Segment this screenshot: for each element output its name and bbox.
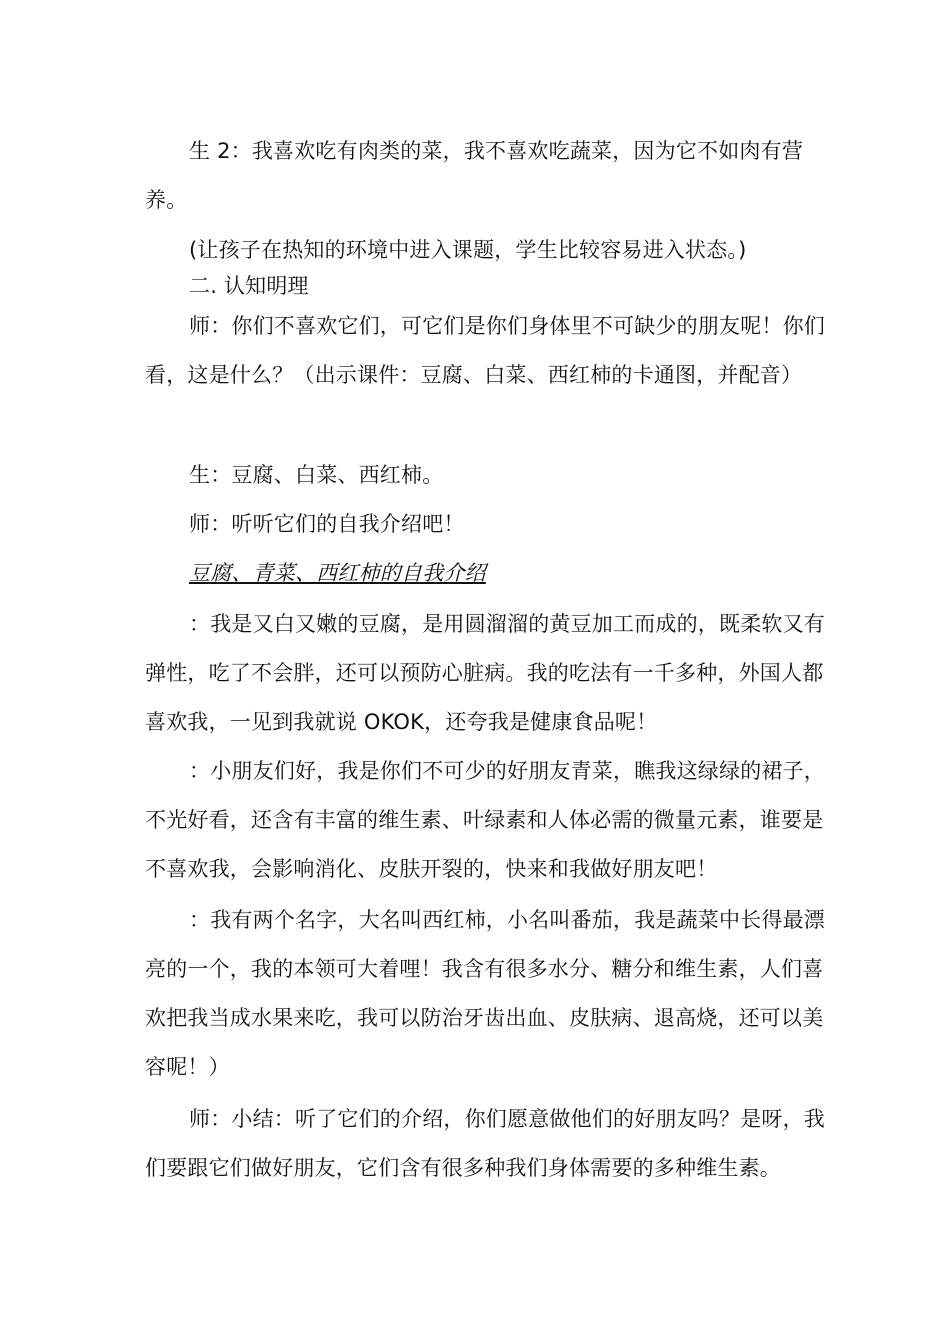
paragraph-note: (让孩子在热知的环境中进入课题，学生比较容易进入状态。) xyxy=(189,238,747,262)
paragraph-student-2: 生 2：我喜欢吃有肉类的菜，我不喜欢吃蔬菜，因为它不如肉有营养。 xyxy=(145,139,804,212)
paragraph-summary: 师：小结：听了它们的介绍，你们愿意做他们的好朋友吗？是呀，我们要跟它们做好朋友，它们含有很多种我们身体需要的多种维生素。 xyxy=(145,1107,825,1180)
paragraph-teacher-1: 师：你们不喜欢它们，可它们是你们身体里不可缺少的朋友呢！你们看，这是什么？（出示课件：豆腐、白菜、西红柿的卡通图，并配音） xyxy=(145,314,825,387)
paragraph-teacher-2: 师：听听它们的自我介绍吧！ xyxy=(189,512,465,536)
intro-heading: 豆腐、青菜、西红柿的自我介绍 xyxy=(189,561,486,585)
paragraph-tofu: ：我是又白又嫩的豆腐，是用圆溜溜的黄豆加工而成的，既柔软又有弹性，吃了不会胖，还可以预防心脏病。我的吃法有一千多种，外国人都喜欢我，一见到我就说 OKOK，还夸我是健康食品呢！ xyxy=(145,612,825,734)
paragraph-tomato: ：我有两个名字，大名叫西红柿，小名叫番茄，我是蔬菜中长得最漂亮的一个，我的本领可大着哩！我含有很多水分、糖分和维生素，人们喜欢把我当成水果来吃，我可以防治牙齿出血、皮肤病、退高烧，还可以美容呢！） xyxy=(145,908,825,1079)
paragraph-greens: ：小朋友们好，我是你们不可少的好朋友青菜，瞧我这绿绿的裙子，不光好看，还含有丰富的维生素、叶绿素和人体必需的微量元素，谁要是不喜欢我，会影响消化、皮肤开裂的，快来和我做好朋友吧！ xyxy=(145,759,825,881)
section-heading-cognition: 二. 认知明理 xyxy=(189,274,309,298)
paragraph-student-answer: 生：豆腐、白菜、西红柿。 xyxy=(189,463,444,487)
